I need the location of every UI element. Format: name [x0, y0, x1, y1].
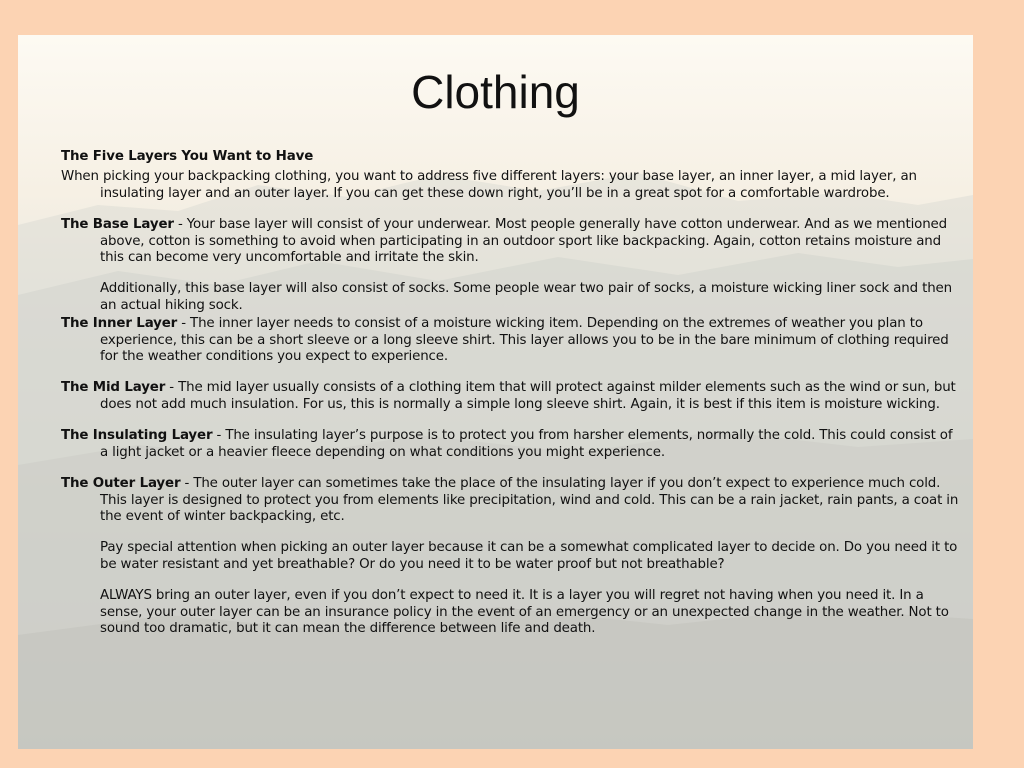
- layer-description: The mid layer usually consists of a clothing item that will protect against milder elements such as the wind or sun, but does not add much insulation. For us, this is normally a simple long sleeve shirt. Again, it is best if this item is moisture wicking.: [100, 380, 956, 412]
- layer-name: The Outer Layer: [61, 476, 181, 492]
- layer-name: The Insulating Layer: [61, 428, 213, 444]
- layer-description: Your base layer will consist of your underwear. Most people generally have cotton underwear. And as we mentioned above, cotton is something to avoid when participating in an outdoor sport like backpacking. Again, cotton retains moisture and this can become very uncomfortable and irritate the skin.: [100, 217, 947, 266]
- mid-layer-paragraph: The Mid Layer - The mid layer usually consists of a clothing item that will protect against milder elements such as the wind or sun, but does not add much insulation. For us, this is normally a simple long sleeve shirt. Again, it is best if this item is moisture wicking.: [61, 380, 956, 412]
- layer-description: The inner layer needs to consist of a moisture wicking item. Depending on the extremes of weather you plan to experience, this can be a short sleeve or a long sleeve shirt. This layer allows you to be in the bare minimum of clothing required for the weather conditions you expect to experience.: [100, 316, 949, 365]
- intro-paragraph: When picking your backpacking clothing, you want to address five different layers: your base layer, an inner layer, a mid layer, an insulating layer and an outer layer. If you can get these down right, you’ll be in a great spot for a comfortable wardrobe.: [61, 169, 917, 201]
- layer-name: The Base Layer: [61, 217, 174, 233]
- insulating-layer-paragraph: The Insulating Layer - The insulating layer’s purpose is to protect you from harsher elements, normally the cold. This could consist of a light jacket or a heavier fleece depending on what conditions you might experience.: [61, 428, 953, 460]
- base-layer-paragraph: The Base Layer - Your base layer will consist of your underwear. Most people generally have cotton underwear. And as we mentioned above, cotton is something to avoid when participating in an outdoor sport like backpacking. Again, cotton retains moisture and this can become very uncomfortable and irritate the skin.: [61, 217, 947, 266]
- inner-layer-paragraph: The Inner Layer - The inner layer needs to consist of a moisture wicking item. Depending on the extremes of weather you plan to experience, this can be a short sleeve or a long sleeve shirt. This layer allows you to be in the bare minimum of clothing required for the weather conditions you expect to experience.: [61, 316, 949, 365]
- outer-layer-warning-paragraph: ALWAYS bring an outer layer, even if you don’t expect to need it. It is a layer you will regret not having when you need it. In a sense, your outer layer can be an insurance policy in the event of an emergency or an unexpected change in the weather. Not to sound too dramatic, but it can mean the difference between life and death.: [100, 588, 949, 636]
- layer-name: The Mid Layer: [61, 380, 166, 396]
- outer-layer-paragraph: The Outer Layer - The outer layer can sometimes take the place of the insulating layer if you don’t expect to experience much cold. This layer is designed to protect you from elements like precipitation, wind and cold. This can be a rain jacket, rain pants, a coat in the event of winter backpacking, etc.: [61, 476, 959, 524]
- layer-name: The Inner Layer: [61, 316, 178, 332]
- section-heading: The Five Layers You Want to Have: [61, 149, 314, 164]
- outer-layer-extra-paragraph: Pay special attention when picking an outer layer because it can be a somewhat complicated layer to decide on. Do you need it to be water resistant and yet breathable? Or do you need it to be water proof but not breathable?: [100, 540, 958, 572]
- slide: [18, 35, 973, 749]
- slide-body: [61, 149, 963, 637]
- base-layer-extra-paragraph: Additionally, this base layer will also consist of socks. Some people wear two pair of socks, a moisture wicking liner sock and then an actual hiking sock.: [100, 281, 952, 313]
- layer-description: The outer layer can sometimes take the place of the insulating layer if you don’t expect to experience much cold. This layer is designed to protect you from elements like precipitation, wind and cold. This can be a rain jacket, rain pants, a coat in the event of winter backpacking, etc.: [100, 476, 959, 524]
- slide-title: Clothing: [411, 66, 580, 118]
- layer-description: The insulating layer’s purpose is to protect you from harsher elements, normally the cold. This could consist of a light jacket or a heavier fleece depending on what conditions you might experience.: [100, 428, 953, 460]
